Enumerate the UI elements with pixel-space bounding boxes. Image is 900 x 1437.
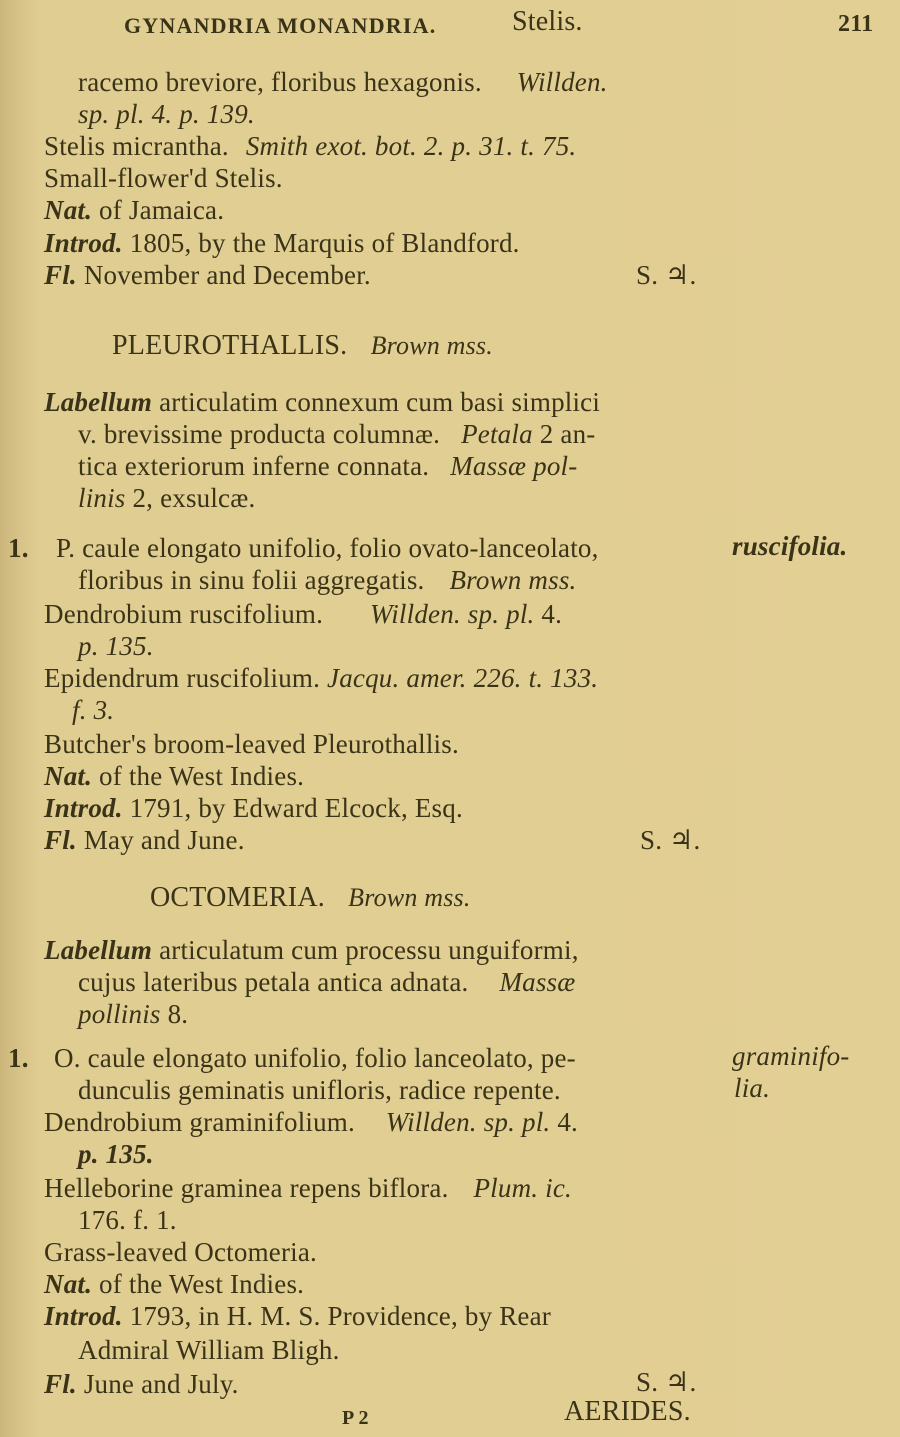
octomeria-species-line1: O. caule elongato unifolio, folio lanceolato, pe- [54,1043,576,1073]
octomeria-synonym2 [44,1172,572,1204]
pleurothallis-heading [112,330,493,362]
octomeria-desc3 [78,998,188,1030]
octomeria-synonym1-cont: p. 135. [78,1139,154,1169]
species-epithet-part1: graminifo- [732,1041,850,1071]
octomeria-status: S. ♃. [636,1367,697,1397]
pleurothallis-species-line2 [78,564,577,596]
page-number: 211 [838,11,874,37]
text: 4. [557,1107,578,1137]
citation: Plum. ic. [473,1173,573,1203]
text: articulatum cum processu unguiformi, [159,935,579,965]
text: May and June. [83,825,245,855]
text: articulatim connexum cum basi simplici [159,387,601,417]
term: Petala [461,419,533,449]
pleurothallis-status: S. ♃. [640,825,701,855]
text: 2 an- [539,419,596,449]
pleurothallis-synonym2-cont: f. 3. [72,695,115,725]
label: Introd. [44,1301,123,1331]
citation: Willden. sp. pl. [370,599,535,629]
stelis-line1 [78,66,608,98]
stelis-nat [44,194,224,226]
octomeria-desc1 [44,934,579,966]
label: Fl. [44,825,77,855]
pleurothallis-desc1 [44,386,600,418]
running-title-text: GYNANDRIA MONANDRIA. [124,13,437,38]
citation: Jacqu. amer. 226. t. 133. [327,663,599,693]
running-genus: Stelis. [512,6,583,37]
text: 1805, by the Marquis of Blandford. [129,228,520,258]
text: floribus in sinu folii aggregatis. [78,565,425,595]
pleurothallis-synonym1-cont: p. 135. [78,631,154,661]
stelis-status: S. ♃. [636,260,697,290]
pleurothallis-desc4 [78,482,255,514]
authority: Brown mss. [370,331,493,360]
term: pollinis [78,999,161,1029]
stelis-synonym [44,130,576,162]
text: 4. [541,599,563,629]
pleurothallis-synonym2 [44,662,598,694]
pleurothallis-desc2 [78,418,595,450]
label: Nat. [44,761,93,791]
octomeria-introd [44,1300,551,1332]
text: of the West Indies. [99,1269,305,1299]
text: Dendrobium graminifolium. [44,1107,355,1137]
text: June and July. [83,1369,239,1399]
text: of Jamaica. [99,195,225,225]
species-epithet-part2: lia. [734,1073,771,1103]
text: cujus lateribus petala antica adnata. [78,967,469,997]
text: 2, exsulcæ. [132,483,256,513]
label: Nat. [44,1269,93,1299]
stelis-line2: sp. pl. 4. p. 139. [78,99,255,129]
octomeria-introd-cont: Admiral William Bligh. [78,1335,340,1365]
stelis-introd [44,227,520,259]
pleurothallis-fl [44,824,245,856]
text: 1793, in H. M. S. Providence, by Rear [129,1301,551,1331]
label: Labellum [44,935,153,965]
octomeria-synonym2-cont: 176. f. 1. [78,1205,177,1235]
text: Stelis micrantha. [44,131,229,161]
octomeria-species-line2: dunculis geminatis unifloris, radice repente. [78,1075,561,1105]
species-epithet: ruscifolia. [732,531,848,561]
authority: Brown mss. [449,565,577,595]
pleurothallis-introd [44,792,463,824]
text: tica exteriorum inferne connata. [78,451,430,481]
signature-mark: P 2 [342,1407,369,1429]
species-number: 1. [8,1043,29,1073]
text: Helleborine graminea repens biflora. [44,1173,449,1203]
text: of the West Indies. [99,761,305,791]
octomeria-nat [44,1268,304,1300]
label: Labellum [44,387,153,417]
stelis-english-name: Small-flower'd Stelis. [44,163,283,193]
octomeria-heading [150,882,471,914]
text: Epidendrum ruscifolium. [44,663,321,693]
text: November and December. [83,260,371,290]
text: 1791, by Edward Elcock, Esq. [129,793,463,823]
pleurothallis-species-line1: P. caule elongato unifolio, folio ovato-lanceolato, [56,533,599,563]
octomeria-desc2 [78,966,575,998]
label: Fl. [44,1369,77,1399]
term: Massæ pol- [450,451,578,481]
label: Introd. [44,793,123,823]
term: linis [78,483,126,513]
citation: Smith exot. bot. 2. p. 31. t. 75. [245,131,577,161]
stelis-fl [44,259,371,291]
text: Dendrobium ruscifolium. [44,599,324,629]
genus-title: OCTOMERIA. [150,882,325,913]
citation: Willden. [516,67,608,97]
running-title [124,10,436,42]
species-number: 1. [8,533,29,563]
text: v. brevissime producta columnæ. [78,419,441,449]
label: Nat. [44,195,93,225]
text: 8. [167,999,189,1029]
genus-title: PLEUROTHALLIS. [112,330,348,361]
pleurothallis-desc3 [78,450,577,482]
label: Introd. [44,228,123,258]
octomeria-synonym1 [44,1106,578,1138]
term: Massæ [499,967,576,997]
citation: Willden. sp. pl. [385,1107,551,1137]
pleurothallis-english-name: Butcher's broom-leaved Pleurothallis. [44,729,459,759]
label: Fl. [44,260,77,290]
pleurothallis-synonym1 [44,598,562,630]
pleurothallis-nat [44,760,304,792]
text: racemo breviore, floribus hexagonis. [78,67,482,97]
octomeria-fl [44,1368,239,1400]
authority: Brown mss. [348,883,471,912]
catchword: AERIDES. [564,1396,691,1427]
octomeria-english-name: Grass-leaved Octomeria. [44,1237,317,1267]
